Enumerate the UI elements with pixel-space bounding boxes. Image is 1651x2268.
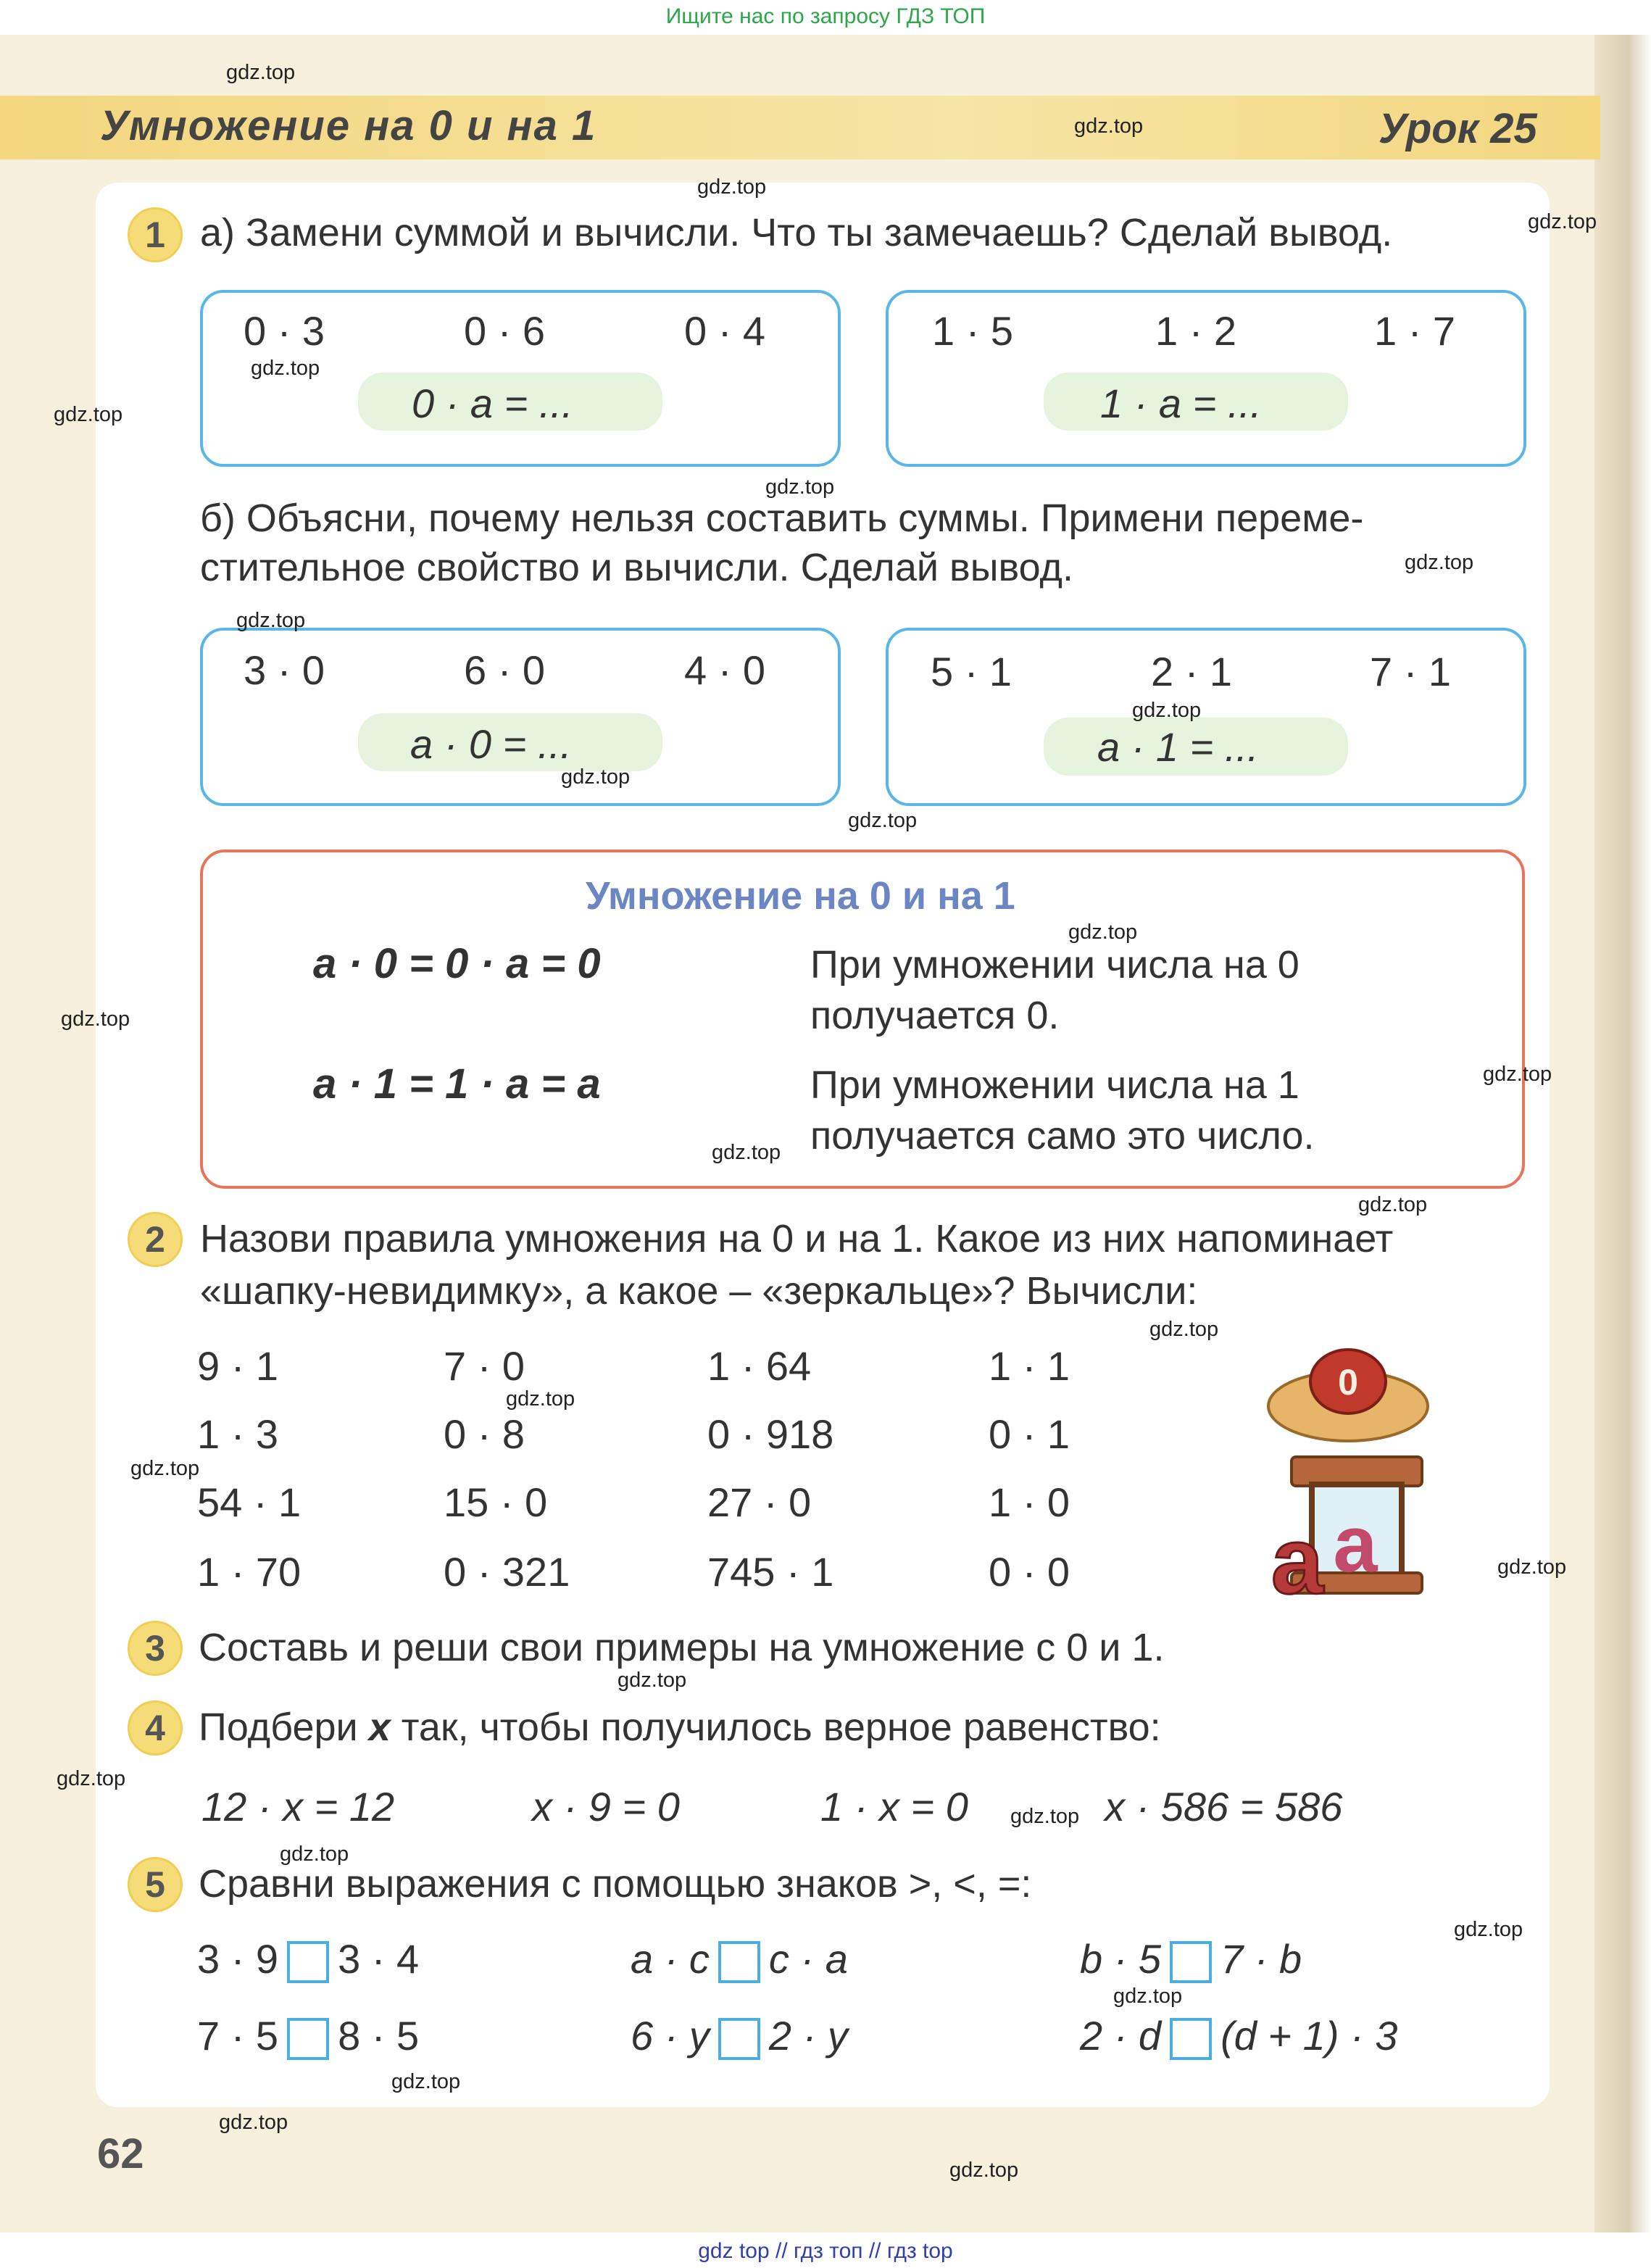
task4-var: x xyxy=(368,1706,391,1749)
page-title: Умножение на 0 и на 1 xyxy=(100,102,597,149)
watermark: gdz.top xyxy=(1405,551,1474,574)
mirror-letter: a xyxy=(1333,1500,1378,1589)
expression: 1 · 5 xyxy=(932,308,1014,354)
comparison-left: 7 · 5 xyxy=(197,2013,279,2059)
formula: a · 1 = ... xyxy=(1097,724,1259,770)
rule-text-zero-line1: При умножении числа на 0 xyxy=(810,943,1299,986)
watermark: gdz.top xyxy=(391,2070,461,2093)
watermark: gdz.top xyxy=(1358,1193,1428,1216)
comparison-left: 2 · d xyxy=(1080,2013,1162,2059)
top-banner-link[interactable]: Ищите нас по запросу ГДЗ ТОП xyxy=(665,4,986,28)
equation: x · 586 = 586 xyxy=(1105,1784,1343,1829)
lesson-number: Урок 25 xyxy=(1378,105,1537,152)
page-edge xyxy=(1594,35,1651,2232)
expression: 6 · 0 xyxy=(464,647,546,693)
expression: 4 · 0 xyxy=(684,647,766,693)
expression: 1 · 3 xyxy=(197,1411,279,1457)
watermark: gdz.top xyxy=(765,475,835,499)
watermark: gdz.top xyxy=(226,61,296,84)
watermark: gdz.top xyxy=(219,2111,288,2134)
comparison-left: 6 · y xyxy=(631,2013,710,2059)
comparison-answer-box[interactable] xyxy=(1170,2018,1212,2060)
expression: 7 · 0 xyxy=(444,1343,525,1389)
expression: 7 · 1 xyxy=(1370,649,1452,694)
watermark: gdz.top xyxy=(1010,1805,1080,1828)
task1-part-a: а) Замени суммой и вычисли. Что ты замечаешь? Сделай вывод. xyxy=(200,211,1393,254)
expression: 0 · 6 xyxy=(464,308,546,354)
hat-and-mirror-illustration xyxy=(1247,1334,1464,1602)
comparison-right: 2 · y xyxy=(768,2013,848,2059)
watermark: gdz.top xyxy=(1149,1318,1219,1341)
watermark: gdz.top xyxy=(848,809,918,832)
expression: 0 · 8 xyxy=(444,1411,525,1457)
expression: 2 · 1 xyxy=(1151,649,1233,694)
comparison-right: 7 · b xyxy=(1220,1936,1302,1982)
expression: 0 · 918 xyxy=(707,1411,834,1457)
equation: 12 · x = 12 xyxy=(201,1784,395,1829)
expression: 3 · 0 xyxy=(244,647,325,693)
comparison-answer-box[interactable] xyxy=(718,2018,760,2060)
comparison-left: 3 · 9 xyxy=(197,1936,279,1982)
expression: 0 · 0 xyxy=(989,1549,1070,1595)
watermark: gdz.top xyxy=(1528,210,1597,233)
task-number-1: 1 xyxy=(128,207,183,262)
expression: 1 · 7 xyxy=(1374,308,1456,354)
task1-part-b-line2: стительное свойство и вычисли. Сделай вывод. xyxy=(200,546,1073,589)
rule-text-one-line1: При умножении числа на 1 xyxy=(810,1063,1299,1107)
expression: 9 · 1 xyxy=(197,1343,279,1389)
expression: 1 · 1 xyxy=(989,1343,1070,1389)
expression: 5 · 1 xyxy=(931,649,1012,694)
watermark: gdz.top xyxy=(57,1767,126,1790)
expression: 54 · 1 xyxy=(197,1479,301,1525)
expression: 0 · 1 xyxy=(989,1411,1070,1457)
comparison xyxy=(197,1935,419,1983)
rule-formula-zero: a · 0 = 0 · a = 0 xyxy=(313,940,601,987)
watermark: gdz.top xyxy=(236,609,306,632)
expression: 0 · 4 xyxy=(684,308,766,354)
letter-a: a xyxy=(1271,1508,1324,1602)
page-number: 62 xyxy=(97,2130,144,2177)
expression: 745 · 1 xyxy=(707,1549,834,1595)
watermark: gdz.top xyxy=(54,403,123,426)
task4-text-before: Подбери xyxy=(199,1706,358,1749)
comparison-answer-box[interactable] xyxy=(287,1941,329,1983)
formula: 0 · a = ... xyxy=(412,381,573,426)
comparison-right: 8 · 5 xyxy=(338,2013,420,2059)
task1-part-b-line1: б) Объясни, почему нельзя составить суммы. Примени переме- xyxy=(200,497,1364,540)
watermark: gdz.top xyxy=(1074,115,1144,138)
task4-text xyxy=(199,1705,1161,1750)
expression: 27 · 0 xyxy=(707,1479,812,1525)
rule-title: Умножение на 0 и на 1 xyxy=(586,874,1015,918)
expression: 0 · 3 xyxy=(244,308,325,354)
watermark: gdz.top xyxy=(697,175,767,199)
equation: x · 9 = 0 xyxy=(532,1784,680,1829)
comparison-answer-box[interactable] xyxy=(287,2018,329,2060)
watermark: gdz.top xyxy=(1113,1985,1183,2008)
hat-digit: 0 xyxy=(1338,1362,1358,1403)
watermark: gdz.top xyxy=(1068,921,1138,944)
bottom-banner[interactable]: gdz top // гдз топ // гдз top xyxy=(0,2234,1651,2268)
watermark: gdz.top xyxy=(617,1669,687,1692)
comparison-answer-box[interactable] xyxy=(718,1941,760,1983)
watermark: gdz.top xyxy=(949,2159,1019,2182)
expression: 0 · 321 xyxy=(444,1549,570,1595)
watermark: gdz.top xyxy=(280,1843,349,1866)
watermark: gdz.top xyxy=(1132,699,1202,722)
comparison-right: 3 · 4 xyxy=(338,1936,420,1982)
expression: 1 · 2 xyxy=(1155,308,1237,354)
watermark: gdz.top xyxy=(130,1457,200,1480)
rule-text-zero-line2: получается 0. xyxy=(810,994,1060,1037)
comparison-left: b · 5 xyxy=(1080,1936,1162,1982)
comparison xyxy=(1080,2012,1397,2060)
task3-text: Составь и реши свои примеры на умножение с 0 и 1. xyxy=(199,1626,1165,1669)
task-number-5: 5 xyxy=(128,1857,183,1912)
task-number-4: 4 xyxy=(128,1700,183,1756)
comparison-left: a · c xyxy=(631,1936,710,1982)
comparison xyxy=(1080,1935,1302,1983)
expression: 1 · 70 xyxy=(197,1549,301,1595)
watermark: gdz.top xyxy=(1483,1063,1552,1086)
comparison-answer-box[interactable] xyxy=(1170,1941,1212,1983)
comparison-right: (d + 1) · 3 xyxy=(1220,2013,1398,2059)
task-number-2: 2 xyxy=(128,1212,183,1267)
rule-formula-one: a · 1 = 1 · a = a xyxy=(313,1060,601,1108)
formula: a · 0 = ... xyxy=(410,721,572,767)
comparison xyxy=(631,2012,848,2060)
formula: 1 · a = ... xyxy=(1100,381,1262,426)
task-number-3: 3 xyxy=(128,1621,183,1676)
watermark: gdz.top xyxy=(251,357,320,380)
watermark: gdz.top xyxy=(1454,1918,1523,1941)
expression: 1 · 64 xyxy=(707,1343,812,1389)
watermark: gdz.top xyxy=(561,765,631,789)
expression: 15 · 0 xyxy=(444,1479,548,1525)
task5-text: Сравни выражения с помощью знаков >, <, =: xyxy=(199,1862,1032,1906)
task2-line1: Назови правила умножения на 0 и на 1. Какое из них напоминает xyxy=(200,1217,1394,1260)
rule-text-one-line2: получается само это число. xyxy=(810,1114,1315,1158)
comparison-right: c · a xyxy=(768,1936,848,1982)
watermark: gdz.top xyxy=(61,1008,130,1031)
watermark: gdz.top xyxy=(712,1141,781,1164)
equation: 1 · x = 0 xyxy=(820,1784,968,1829)
comparison xyxy=(197,2012,419,2060)
task2-line2: «шапку-невидимку», а какое – «зеркальце»? Вычисли: xyxy=(200,1269,1198,1313)
comparison xyxy=(631,1935,848,1983)
task4-text-after: так, чтобы получилось верное равенство: xyxy=(401,1706,1161,1749)
watermark: gdz.top xyxy=(506,1387,575,1411)
watermark: gdz.top xyxy=(1497,1555,1567,1579)
expression: 1 · 0 xyxy=(989,1479,1070,1525)
